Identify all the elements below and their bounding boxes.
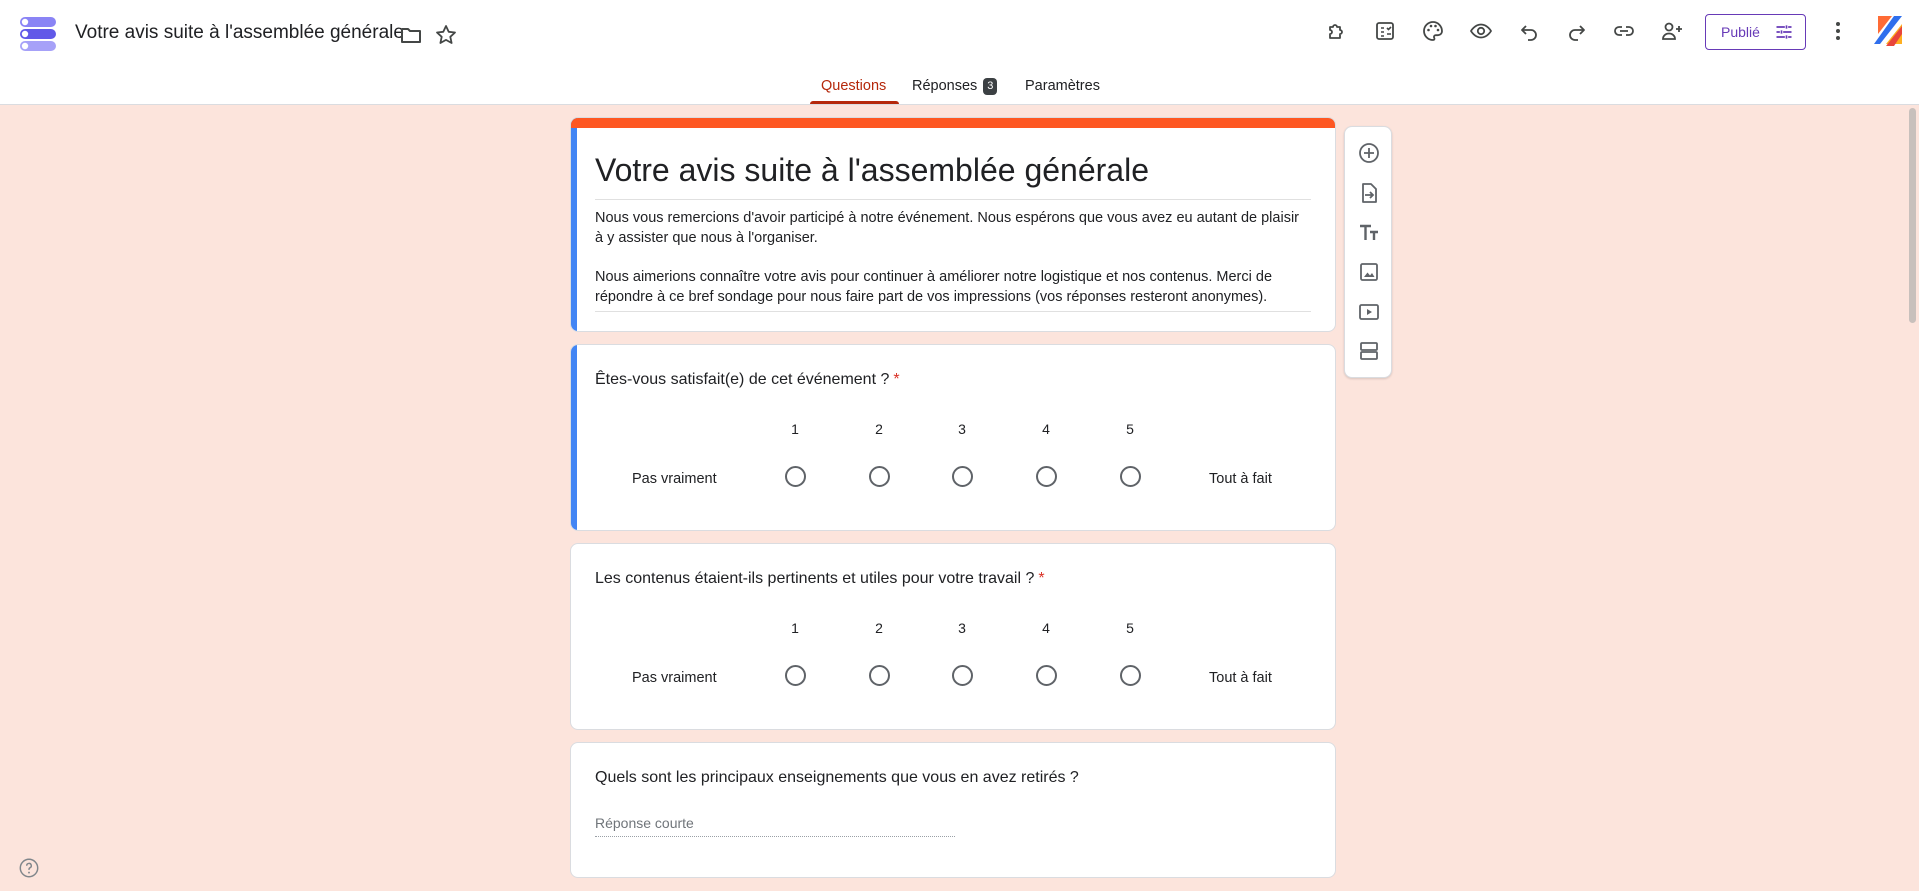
- form-title[interactable]: Votre avis suite à l'assemblée générale: [595, 152, 1311, 200]
- add-image-icon[interactable]: [1353, 256, 1385, 288]
- responses-count-badge: 3: [983, 78, 997, 95]
- publish-button[interactable]: [1705, 14, 1806, 50]
- question-title: Quels sont les principaux enseignements que vous en avez retirés ?: [595, 769, 1079, 786]
- accent-bar: [571, 118, 1335, 128]
- side-toolbar: [1344, 126, 1392, 378]
- scale-high-label: Tout à fait: [1209, 471, 1272, 487]
- document-title[interactable]: Votre avis suite à l'assemblée générale: [75, 22, 404, 43]
- scale-radio-2[interactable]: [869, 466, 890, 487]
- account-logo[interactable]: [1872, 14, 1904, 48]
- add-title-icon[interactable]: [1353, 217, 1385, 249]
- question-card[interactable]: [570, 344, 1336, 531]
- description-paragraph: Nous aimerions connaître votre avis pour continuer à améliorer notre logistique et nos contenus. Merci de répondre à ce bref sondage pour nous faire part de vos impressions (vos réponses resteront anonymes).: [595, 269, 1273, 305]
- add-video-icon[interactable]: [1353, 296, 1385, 328]
- preview-eye-icon[interactable]: [1464, 14, 1498, 48]
- import-questions-icon[interactable]: [1353, 177, 1385, 209]
- tab-responses-label: Réponses: [912, 78, 978, 94]
- forms-logo[interactable]: [20, 16, 56, 52]
- description-paragraph: Nous vous remercions d'avoir participé à notre événement. Nous espérons que vous avez eu autant de plaisir à y assister que nous à l'organiser.: [595, 210, 1299, 246]
- scale-number: 1: [791, 620, 799, 636]
- app-header: [0, 0, 1919, 105]
- redo-icon[interactable]: [1560, 14, 1594, 48]
- scale-radio-5[interactable]: [1120, 665, 1141, 686]
- scale-radio-4[interactable]: [1036, 466, 1057, 487]
- tune-icon: [1774, 22, 1794, 42]
- publish-label: Publié: [1721, 24, 1760, 40]
- tab-bar: [0, 72, 1919, 105]
- scale-number: 3: [958, 620, 966, 636]
- palette-icon[interactable]: [1416, 14, 1450, 48]
- quiz-icon[interactable]: [1368, 14, 1402, 48]
- scale-number: 1: [791, 421, 799, 437]
- scale-radio-2[interactable]: [869, 665, 890, 686]
- add-section-icon[interactable]: [1353, 335, 1385, 367]
- help-icon[interactable]: [18, 857, 40, 879]
- folder-icon[interactable]: [394, 18, 428, 52]
- scale-low-label: Pas vraiment: [632, 471, 717, 487]
- question-title: [595, 371, 900, 389]
- tab-responses[interactable]: [912, 78, 997, 95]
- scale-number: 4: [1042, 620, 1050, 636]
- star-icon[interactable]: [429, 18, 463, 52]
- scale-low-label: Pas vraiment: [632, 670, 717, 686]
- scale-radio-5[interactable]: [1120, 466, 1141, 487]
- add-question-icon[interactable]: [1353, 137, 1385, 169]
- more-vert-icon[interactable]: [1821, 14, 1855, 48]
- add-person-icon[interactable]: [1655, 14, 1689, 48]
- scale-radio-3[interactable]: [952, 665, 973, 686]
- page-scrollbar[interactable]: [1909, 108, 1916, 323]
- required-mark: *: [893, 371, 900, 388]
- link-icon[interactable]: [1607, 14, 1641, 48]
- scale-number: 5: [1126, 620, 1134, 636]
- tab-questions[interactable]: Questions: [821, 78, 887, 94]
- addon-icon[interactable]: [1320, 14, 1354, 48]
- scale-radio-1[interactable]: [785, 665, 806, 686]
- question-text: Les contenus étaient-ils pertinents et utiles pour votre travail ?: [595, 570, 1035, 587]
- scale-radio-4[interactable]: [1036, 665, 1057, 686]
- short-answer-field: Réponse courte: [595, 809, 955, 837]
- scale-number: 3: [958, 421, 966, 437]
- question-card[interactable]: [570, 742, 1336, 878]
- scale-number: 5: [1126, 421, 1134, 437]
- scale-number: 2: [875, 421, 883, 437]
- form-header-card[interactable]: [570, 117, 1336, 332]
- question-card[interactable]: [570, 543, 1336, 730]
- scale-number: 4: [1042, 421, 1050, 437]
- question-text: Êtes-vous satisfait(e) de cet événement ?: [595, 371, 890, 388]
- form-description[interactable]: [595, 208, 1311, 312]
- scale-radio-3[interactable]: [952, 466, 973, 487]
- active-tab-indicator: [810, 101, 899, 104]
- scale-radio-1[interactable]: [785, 466, 806, 487]
- question-title: [595, 570, 1045, 588]
- undo-icon[interactable]: [1512, 14, 1546, 48]
- scale-high-label: Tout à fait: [1209, 670, 1272, 686]
- tab-settings[interactable]: Paramètres: [1025, 78, 1100, 94]
- required-mark: *: [1038, 570, 1045, 587]
- scale-number: 2: [875, 620, 883, 636]
